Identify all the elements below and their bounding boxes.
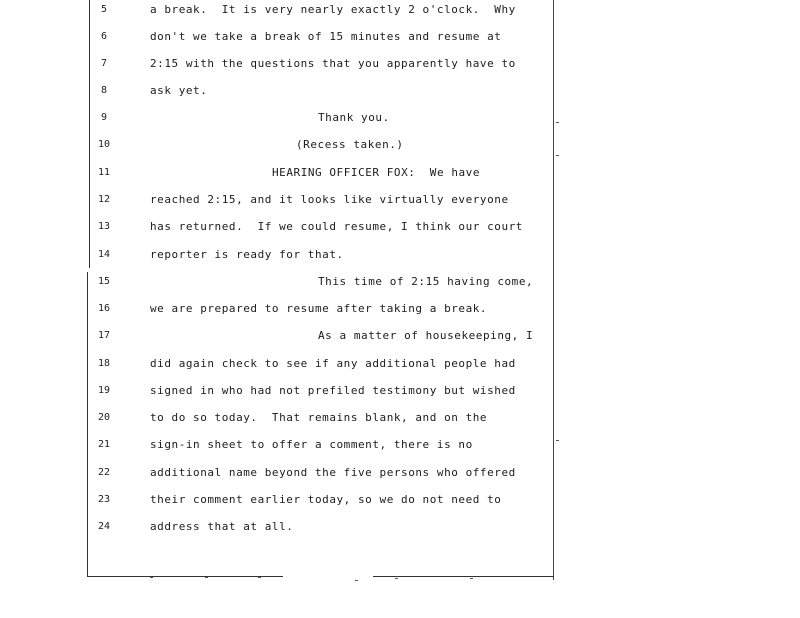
line-number: 13: [97, 221, 111, 232]
line-text: reporter is ready for that.: [150, 248, 344, 261]
line-text: to do so today. That remains blank, and on the: [150, 411, 488, 424]
line-number: 11: [97, 167, 111, 178]
line-text: we are prepared to resume after taking a break.: [150, 302, 488, 315]
transcript-line: [0, 166, 560, 193]
line-number: 18: [97, 358, 111, 369]
transcript-line: [0, 275, 560, 302]
line-number: 21: [97, 439, 111, 450]
line-number: 24: [97, 521, 111, 532]
line-text: HEARING OFFICER FOX: We have: [272, 166, 481, 179]
line-text: a break. It is very nearly exactly 2 o'clock. Why: [150, 3, 516, 16]
scan-mark: [395, 578, 398, 579]
transcript-line: [0, 111, 560, 138]
line-text: (Recess taken.): [296, 138, 404, 151]
line-number: 14: [97, 249, 111, 260]
line-number: 10: [97, 139, 111, 150]
line-text: ask yet.: [150, 84, 208, 97]
transcript-line: [0, 466, 560, 493]
line-number: 15: [97, 276, 111, 287]
line-number: 17: [97, 330, 111, 341]
transcript-line: [0, 30, 560, 57]
transcript-line: [0, 57, 560, 84]
line-number: 5: [100, 4, 108, 15]
line-text: sign-in sheet to offer a comment, there is no: [150, 438, 473, 451]
line-number: 20: [97, 412, 111, 423]
transcript-line: [0, 357, 560, 384]
line-number: 12: [97, 194, 111, 205]
scan-mark: [205, 577, 208, 578]
bottom-rule-gap: [283, 574, 373, 579]
line-number: 19: [97, 385, 111, 396]
transcript-line: [0, 329, 560, 356]
line-text: did again check to see if any additional people had: [150, 357, 516, 370]
line-text: reached 2:15, and it looks like virtually everyone: [150, 193, 509, 206]
line-text: As a matter of housekeeping, I: [318, 329, 534, 342]
line-text: address that at all.: [150, 520, 294, 533]
scan-mark: [470, 578, 473, 579]
line-number: 22: [97, 467, 111, 478]
scan-mark: [258, 577, 261, 578]
transcript-line: [0, 520, 560, 547]
line-text: their comment earlier today, so we do not need to: [150, 493, 502, 506]
line-text: additional name beyond the five persons who offered: [150, 466, 516, 479]
line-text: 2:15 with the questions that you apparently have to: [150, 57, 516, 70]
line-number: 9: [100, 112, 108, 123]
scan-mark: [355, 580, 358, 581]
line-number: 7: [100, 58, 108, 69]
line-text: This time of 2:15 having come,: [318, 275, 534, 288]
transcript-line: [0, 302, 560, 329]
line-text: don't we take a break of 15 minutes and resume at: [150, 30, 502, 43]
transcript-line: [0, 193, 560, 220]
line-number: 23: [97, 494, 111, 505]
transcript-line: [0, 438, 560, 465]
transcript-line: [0, 248, 560, 275]
transcript-line: [0, 220, 560, 247]
line-text: signed in who had not prefiled testimony but wished: [150, 384, 516, 397]
transcript-line: [0, 384, 560, 411]
transcript-line: [0, 138, 560, 165]
line-text: has returned. If we could resume, I think our court: [150, 220, 523, 233]
line-number: 6: [100, 31, 108, 42]
transcript-line: [0, 493, 560, 520]
line-number: 16: [97, 303, 111, 314]
transcript-line: [0, 3, 560, 30]
transcript-line: [0, 84, 560, 111]
scan-mark: [150, 577, 153, 578]
line-number: 8: [100, 85, 108, 96]
transcript-line: [0, 411, 560, 438]
line-text: Thank you.: [318, 111, 390, 124]
